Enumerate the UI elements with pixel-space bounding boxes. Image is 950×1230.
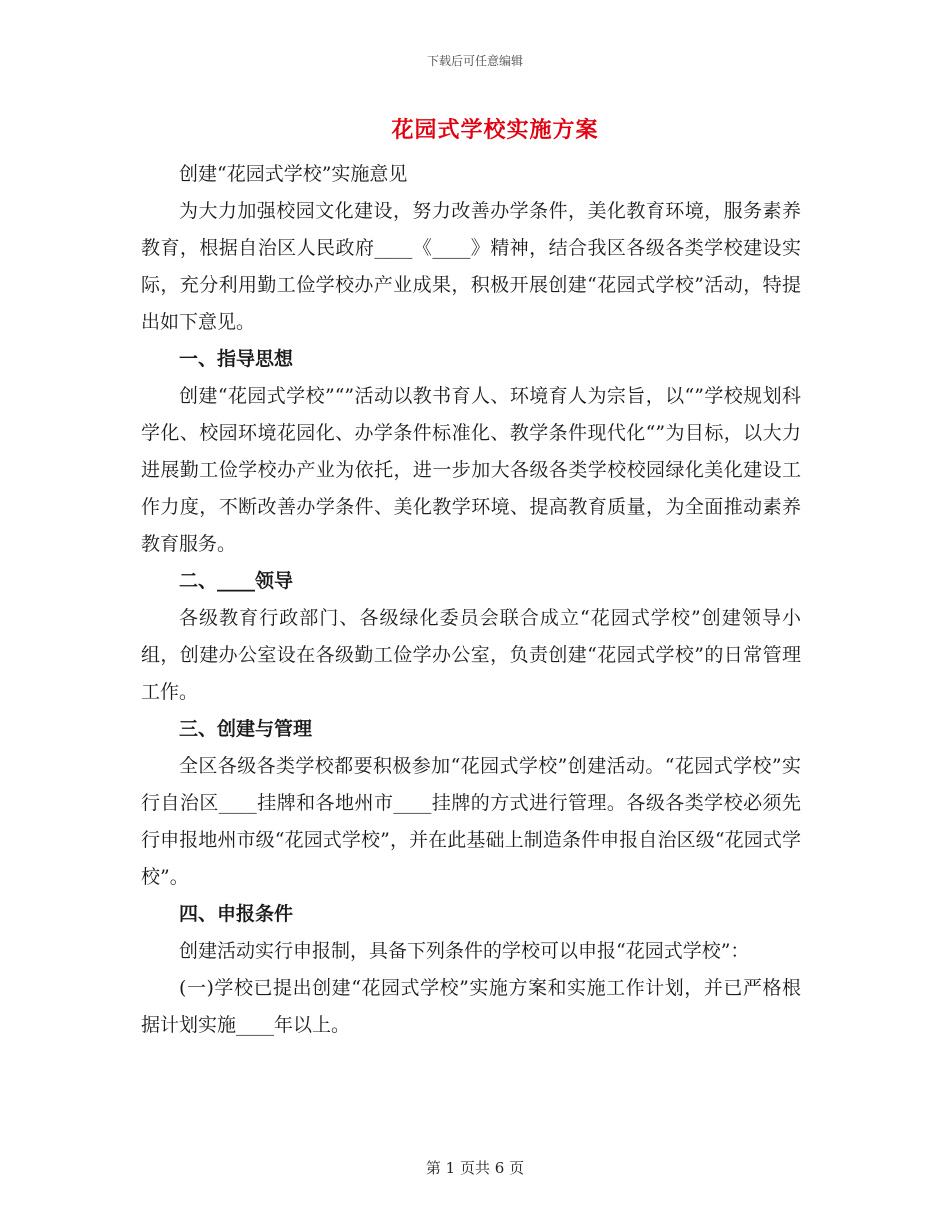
document-title: 花园式学校实施方案 <box>391 117 599 143</box>
paragraph-guiding-thought: 创建“花园式学校”“”活动以教书育人、环境育人为宗旨，以“”学校规划科学化、校园环境花园化、办学条件标准化、教学条件现代化“”为目标，以大力进展勤工俭学校办产业为依托，进一步加大各级各类学校校园绿化美化建设工作力度，不断改善办学条件、美化教学环境、提高教育质量，为全面推动素养教育服务。 <box>141 385 801 555</box>
page-header-note: 下载后可任意编辑 <box>426 54 523 68</box>
page-footer: 第 1 页共 6 页 <box>425 1159 525 1177</box>
paragraph-leadership: 各级教育行政部门、各级绿化委员会联合成立“花园式学校”创建领导小组，创建办公室设在各级勤工俭学办公室，负责创建“花园式学校”的日常管理工作。 <box>141 607 801 703</box>
paragraph-condition-1: (一)学校已提出创建“花园式学校”实施方案和实施工作计划，并已严格根据计划实施____年以上。 <box>141 977 801 1036</box>
paragraph-intro: 为大力加强校园文化建设，努力改善办学条件，美化教育环境，服务素养教育，根据自治区人民政府____《____》精神，结合我区各级各类学校建设实际，充分利用勤工俭学校办产业成果，积极开展创建“花园式学校”活动，特提出如下意见。 <box>141 200 801 333</box>
section-heading-2: 二、____领导 <box>179 570 294 592</box>
section-heading-1: 一、指导思想 <box>179 348 294 370</box>
paragraph-application: 创建活动实行申报制，具备下列条件的学校可以申报“花园式学校”： <box>179 940 750 962</box>
paragraph-management: 全区各级各类学校都要积极参加“花园式学校”创建活动。“花园式学校”实行自治区____挂牌和各地州市____挂牌的方式进行管理。各级各类学校必须先行申报地州市级“花园式学校”，并在此基础上制造条件申报自治区级“花园式学校”。 <box>141 755 801 888</box>
section-heading-4: 四、申报条件 <box>179 903 294 925</box>
paragraph-subtitle: 创建“花园式学校”实施意见 <box>179 163 408 185</box>
document-body <box>141 156 801 1044</box>
section-heading-3: 三、创建与管理 <box>179 718 313 740</box>
